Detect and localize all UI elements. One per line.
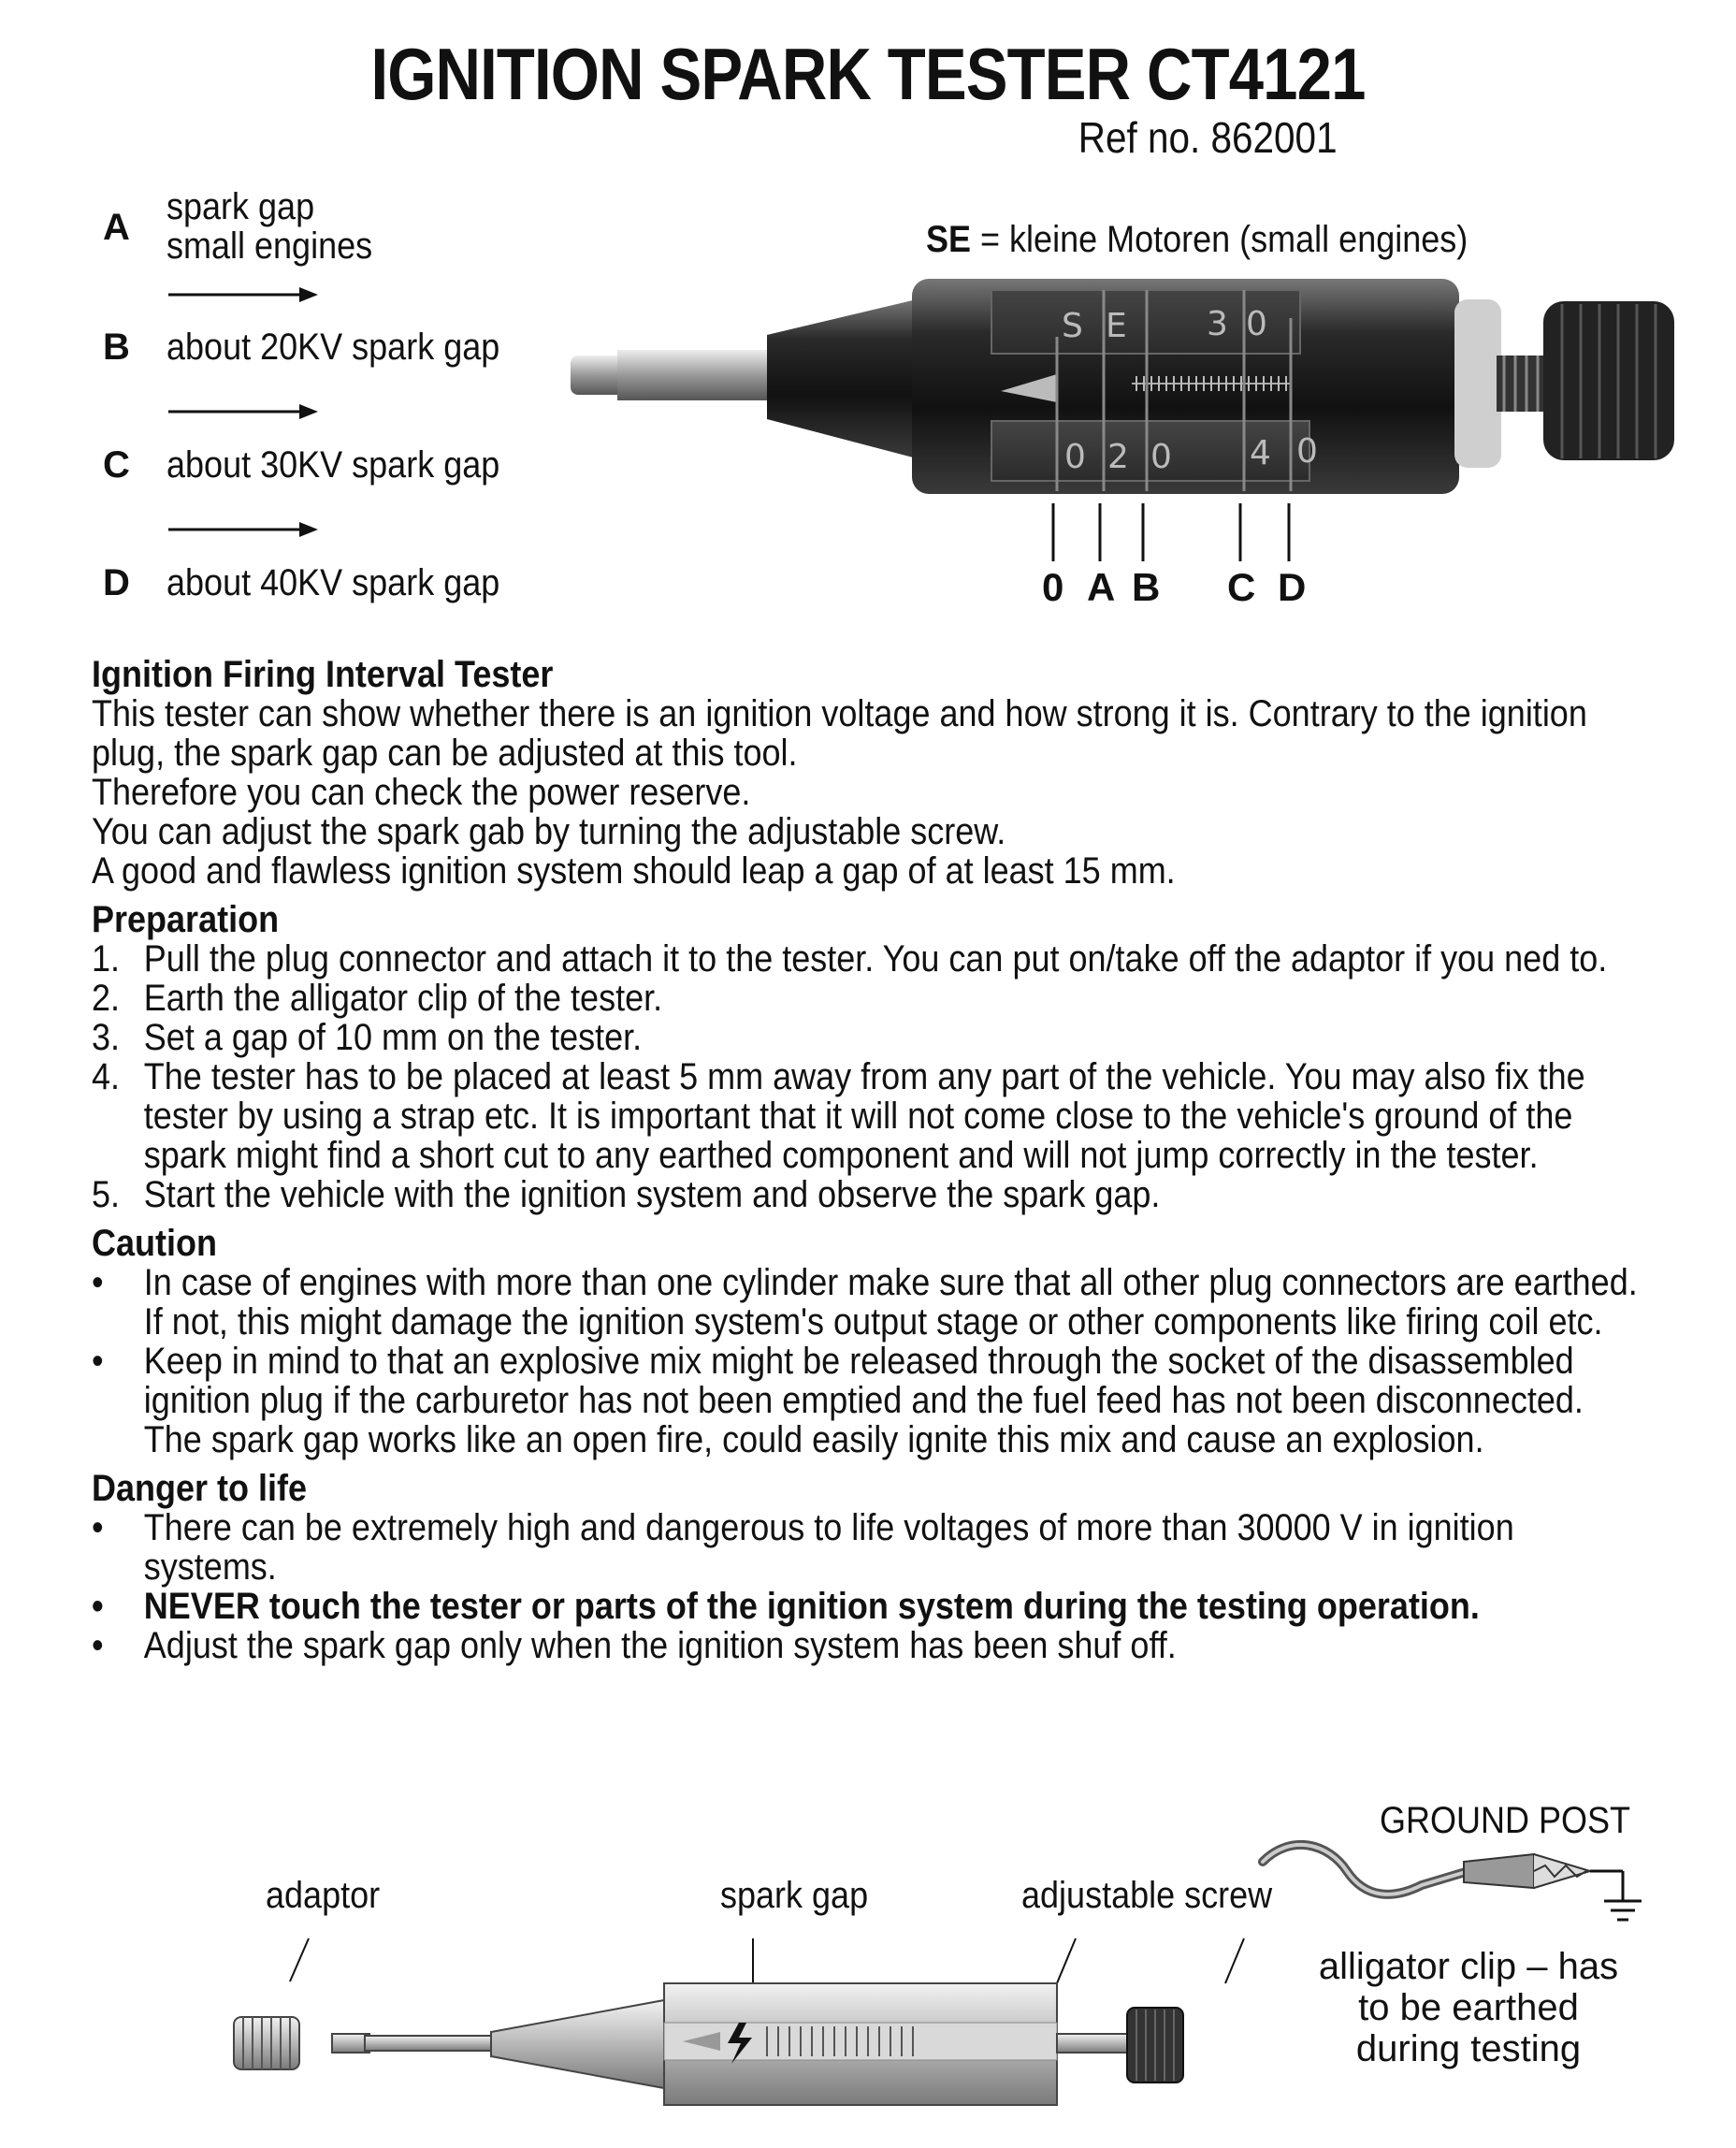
caption-line: to be earthed (1358, 1987, 1579, 2028)
adaptor-label: adaptor (266, 1875, 381, 1916)
preparation-list (92, 939, 1641, 1214)
list-item: 3. Set a gap of 10 mm on the tester. (92, 1017, 643, 1058)
legend-text: about 40KV spark gap (166, 562, 500, 603)
scale-digit: 3 (1207, 305, 1228, 343)
caption-line: during testing (1355, 2028, 1582, 2069)
list-item: • NEVER touch the tester or parts of the ignition system during the testing operation. (92, 1586, 1480, 1627)
arrow-right-icon (168, 520, 318, 539)
reference-number: Ref no. 862001 (1078, 113, 1338, 162)
spark-gap-label: spark gap (720, 1875, 869, 1916)
scale-digit: E (1106, 307, 1127, 345)
scale-digit: 2 (1107, 438, 1129, 476)
alligator-caption (1300, 1946, 1637, 2069)
list-item: • Adjust the spark gap only when the ignition system has been shuf off. (92, 1625, 1177, 1666)
intro-line: This tester can show whether there is an ignition voltage and how strong it is. Contrary to the ignition (92, 693, 1587, 734)
list-item: 4. The tester has to be placed at least 5 mm away from any part of the vehicle. You may also fix the tester by using a strap etc. It is important that it will not come close to the vehicle's ground of the spark might find a short cut to any earthed component and will not jump correctly in the tester. (92, 1056, 1585, 1176)
adjustable-screw-label: adjustable screw (1021, 1875, 1273, 1916)
marker-d: D (1278, 565, 1307, 609)
se-abbr: SE (926, 219, 972, 260)
intro-line: You can adjust the spark gab by turning the adjustable screw. (92, 811, 1006, 852)
list-item: 1. Pull the plug connector and attach it to the tester. You can put on/take off the adaptor if you ned to. (92, 938, 1608, 980)
marker-c: C (1227, 565, 1256, 609)
legend-letter: D (103, 562, 130, 603)
section-title-preparation: Preparation (92, 899, 280, 940)
legend-text: about 20KV spark gap (166, 327, 500, 368)
danger-list (92, 1508, 1641, 1665)
legend-letter: A (103, 207, 130, 248)
marker-a: A (1087, 565, 1116, 609)
legend-letter: B (103, 327, 130, 368)
marker-b: B (1132, 565, 1161, 609)
instructions (92, 655, 1644, 1665)
list-item: • Keep in mind to that an explosive mix might be released through the socket of the disassembled ignition plug if the carburetor has not been emptied and the fuel feed has not been disconnected. The spark gap works like an open fire, could easily ignite this mix and cause an explosion. (92, 1341, 1584, 1460)
arrow-right-icon (168, 402, 318, 421)
ground-post-label: GROUND POST (1380, 1800, 1631, 1841)
legend-text: about 30KV spark gap (166, 444, 500, 486)
section-title-intro: Ignition Firing Interval Tester (92, 654, 554, 695)
legend-text: small engines (166, 225, 373, 267)
tester-photo (552, 262, 1693, 580)
intro-line: Therefore you can check the power reserve. (92, 772, 751, 813)
list-item: • In case of engines with more than one cylinder make sure that all other plug connectors are earthed. If not, this might damage the ignition system's output stage or other components like firing coil etc. (92, 1262, 1638, 1342)
scale-digit: S (1062, 307, 1083, 345)
intro-line: plug, the spark gap can be adjusted at this tool. (92, 733, 798, 774)
scale-digit: 4 (1250, 434, 1271, 472)
se-note (926, 219, 1468, 261)
caption-line: alligator clip – has (1318, 1946, 1619, 1987)
caution-list (92, 1263, 1641, 1459)
page-title: IGNITION SPARK TESTER CT4121 (370, 33, 1366, 115)
list-item: 5. Start the vehicle with the ignition system and observe the spark gap. (92, 1174, 1161, 1215)
alligator-clip-icon (1253, 1834, 1646, 1937)
legend-text: spark gap (166, 186, 315, 227)
section-title-danger: Danger to life (92, 1468, 308, 1509)
arrow-right-icon (168, 285, 318, 304)
scale-digit: 0 (1296, 432, 1318, 471)
intro-line: A good and flawless ignition system should leap a gap of at least 15 mm. (92, 850, 1176, 892)
marker-0: 0 (1042, 565, 1064, 609)
scale-digit: 0 (1064, 438, 1086, 476)
scale-digit: 0 (1246, 305, 1267, 343)
se-text: = kleine Motoren (small engines) (971, 219, 1468, 260)
section-title-caution: Caution (92, 1223, 217, 1264)
list-item: • There can be extremely high and dangerous to life voltages of more than 30000 V in ignition systems. (92, 1507, 1514, 1588)
tester-drawing (215, 1927, 1263, 2114)
scale-digit: 0 (1150, 438, 1172, 476)
list-item: 2. Earth the alligator clip of the tester. (92, 978, 663, 1019)
legend-letter: C (103, 444, 130, 486)
